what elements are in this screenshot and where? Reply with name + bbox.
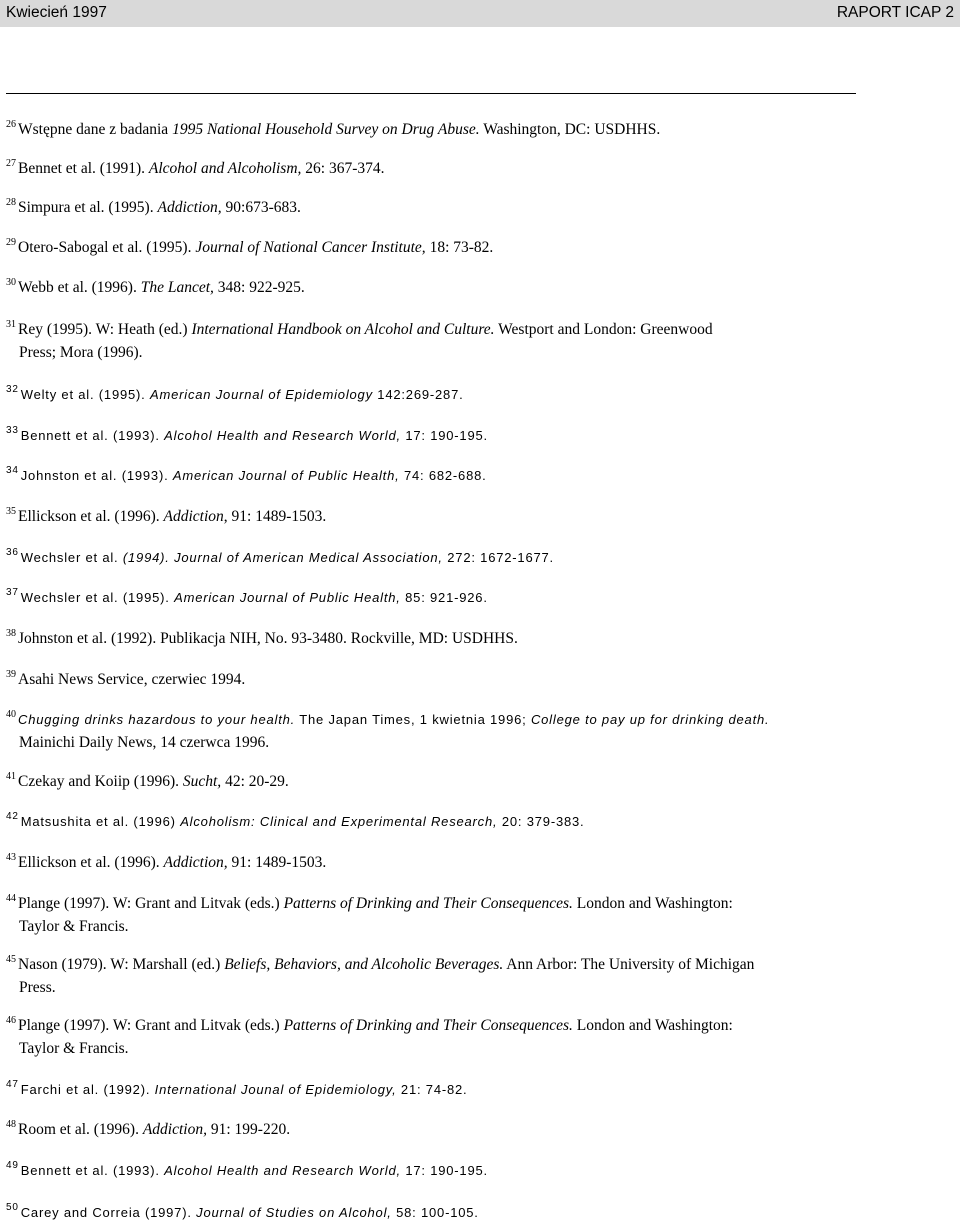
footnote-continuation: Taylor & Francis. <box>19 918 129 935</box>
footnote-42 <box>6 810 856 833</box>
footnote-48 <box>6 1118 856 1141</box>
footnote-35 <box>6 505 856 528</box>
footnote-31 <box>6 318 856 364</box>
footnote-title: International Jounal of Epidemiology, <box>154 1082 397 1097</box>
footnote-27 <box>6 157 856 180</box>
footnote-title: Alcoholism: Clinical and Experimental Research, <box>180 814 498 829</box>
footnote-number: 26 <box>6 119 16 130</box>
footnote-text: Bennett et al. (1993). <box>20 1163 165 1178</box>
footnote-50 <box>6 1201 856 1224</box>
footnote-details: 18: 73-82. <box>425 239 494 256</box>
footnote-text: Czekay and Koiip (1996). <box>18 773 183 790</box>
footnote-details: London and Washington: <box>572 895 733 912</box>
footnote-34 <box>6 464 856 487</box>
footnote-title: Addiction, <box>142 1121 207 1138</box>
footnote-title: American Journal of Public Health, <box>174 590 401 605</box>
footnote-number: 37 <box>6 587 19 598</box>
footnote-title: Patterns of Drinking and Their Consequences. <box>283 895 573 912</box>
footnote-number: 44 <box>6 893 16 904</box>
footnote-text: Plange (1997). W: Grant and Litvak (eds.) <box>18 1017 284 1034</box>
footnote-title: The Lancet, <box>140 279 214 296</box>
footnote-number: 39 <box>6 669 16 680</box>
footnote-details: , 91: 1489-1503. <box>223 508 327 525</box>
footnote-28 <box>6 196 856 219</box>
footnote-details: 58: 100-105. <box>391 1205 479 1220</box>
footnote-text: Ellickson et al. (1996). <box>18 508 164 525</box>
footnote-title: Alcohol Health and Research World, <box>164 1163 401 1178</box>
footnote-text: Wechsler et al. <box>20 550 123 565</box>
footnote-title: Journal of Studies on Alcohol, <box>196 1205 392 1220</box>
footnote-39 <box>6 668 856 691</box>
footnote-title: International Handbook on Alcohol and Culture. <box>191 321 495 338</box>
footnote-text: Room et al. (1996). <box>18 1121 143 1138</box>
footnote-number: 38 <box>6 628 16 639</box>
footnote-text: Otero-Sabogal et al. (1995). <box>18 239 196 256</box>
footnote-text: Johnston et al. (1992). Publikacja NIH, No. 93-3480. Rockville, MD: USDHHS. <box>18 630 518 647</box>
footnote-continuation: Mainichi Daily News, 14 czerwca 1996. <box>19 734 270 751</box>
footnote-title: Journal of National Cancer Institute, <box>195 239 426 256</box>
footnote-number: 40 <box>6 709 16 720</box>
footnote-title: American Journal of Epidemiology <box>150 387 373 402</box>
footnote-details: 91: 1489-1503. <box>227 854 327 871</box>
footnote-49 <box>6 1159 856 1182</box>
footnote-details: 272: 1672-1677. <box>442 550 554 565</box>
footnote-number: 27 <box>6 158 16 169</box>
footnote-text: Carey and Correia (1997). <box>20 1205 197 1220</box>
footnote-separator <box>6 93 856 94</box>
footnote-number: 45 <box>6 954 16 965</box>
footnote-number: 35 <box>6 506 16 517</box>
footnote-details: London and Washington: <box>572 1017 733 1034</box>
footnote-text: Welty et al. (1995). <box>20 387 151 402</box>
footnote-title: Addiction <box>163 508 224 525</box>
footnote-details: 17: 190-195. <box>400 428 488 443</box>
footnote-title: Alcohol Health and Research World, <box>164 428 401 443</box>
footnote-text: Farchi et al. (1992). <box>20 1082 155 1097</box>
footnote-title: Beliefs, Behaviors, and Alcoholic Beverages. <box>224 956 504 973</box>
footnote-details: 20: 379-383. <box>497 814 585 829</box>
footnote-details: 17: 190-195. <box>400 1163 488 1178</box>
footnote-continuation: Taylor & Francis. <box>19 1040 129 1057</box>
footnote-text: Bennett et al. (1993). <box>20 428 165 443</box>
footnote-details: The Japan Times, 1 kwietnia 1996; <box>295 712 531 727</box>
footnote-text: Asahi News Service, czerwiec 1994. <box>18 671 246 688</box>
footnote-text: Johnston et al. (1993). <box>20 468 173 483</box>
footnote-number: 28 <box>6 197 16 208</box>
footnote-41 <box>6 770 856 793</box>
footnote-number: 46 <box>6 1015 16 1026</box>
footnote-46 <box>6 1014 856 1060</box>
footnote-number: 33 <box>6 425 19 436</box>
footnote-title: Addiction, <box>157 199 222 216</box>
footnote-37 <box>6 586 856 609</box>
footnote-text: Wechsler et al. (1995). <box>20 590 175 605</box>
footnote-number: 36 <box>6 547 19 558</box>
footnote-details: 90:673-683. <box>221 199 301 216</box>
footnote-text: Webb et al. (1996). <box>18 279 141 296</box>
footnote-details: 85: 921-926. <box>400 590 488 605</box>
header-report-title: RAPORT ICAP 2 <box>836 4 954 21</box>
footnote-number: 30 <box>6 277 16 288</box>
footnote-number: 31 <box>6 319 16 330</box>
footnote-details: 26: 367-374. <box>301 160 385 177</box>
footnote-details: 91: 199-220. <box>207 1121 291 1138</box>
footnote-continuation: Press. <box>19 979 56 996</box>
footnote-details: 21: 74-82. <box>396 1082 468 1097</box>
footnote-number: 29 <box>6 237 16 248</box>
footnote-number: 48 <box>6 1119 16 1130</box>
footnote-details: Washington, DC: USDHHS. <box>479 121 661 138</box>
footnote-details: 348: 922-925. <box>213 279 305 296</box>
footnote-text: Nason (1979). W: Marshall (ed.) <box>18 956 225 973</box>
footnote-number: 50 <box>6 1202 19 1213</box>
page-header <box>0 0 960 27</box>
footnote-text: Simpura et al. (1995). <box>18 199 158 216</box>
header-date: Kwiecień 1997 <box>6 4 107 21</box>
footnote-text: Matsushita et al. (1996) <box>20 814 181 829</box>
footnote-number: 49 <box>6 1160 19 1171</box>
footnote-number: 42 <box>6 811 19 822</box>
footnote-40 <box>6 708 856 754</box>
footnote-text: Bennet et al. (1991). <box>18 160 149 177</box>
footnote-text: Plange (1997). W: Grant and Litvak (eds.) <box>18 895 284 912</box>
footnote-details: 42: 20-29. <box>221 773 289 790</box>
footnote-44 <box>6 892 856 938</box>
footnote-number: 41 <box>6 771 16 782</box>
footnote-number: 32 <box>6 384 19 395</box>
footnote-title: 1995 National Household Survey on Drug Abuse. <box>172 121 480 138</box>
footnote-details: 142:269-287. <box>372 387 464 402</box>
footnote-47 <box>6 1078 856 1101</box>
footnote-details: Ann Arbor: The University of Michigan <box>503 956 755 973</box>
footnote-title: (1994). Journal of American Medical Association, <box>122 550 443 565</box>
footnote-43 <box>6 851 856 874</box>
footnote-title: Sucht, <box>182 773 222 790</box>
footnote-text: Wstępne dane z badania <box>18 121 173 138</box>
footnote-29 <box>6 236 856 259</box>
footnote-30 <box>6 276 856 299</box>
footnote-number: 47 <box>6 1079 19 1090</box>
footnote-title: Patterns of Drinking and Their Consequences. <box>283 1017 573 1034</box>
footnote-continuation: Press; Mora (1996). <box>19 344 143 361</box>
footnote-title: Chugging drinks hazardous to your health. <box>18 712 296 727</box>
footnote-38 <box>6 627 856 650</box>
footnote-number: 34 <box>6 465 19 476</box>
footnote-title: Addiction, <box>163 854 228 871</box>
footnote-details: Westport and London: Greenwood <box>494 321 713 338</box>
footnote-title-2: College to pay up for drinking death. <box>530 712 770 727</box>
footnote-33 <box>6 424 856 447</box>
footnote-26 <box>6 118 856 141</box>
footnote-36 <box>6 546 856 569</box>
footnote-32 <box>6 383 856 406</box>
footnote-details: 74: 682-688. <box>399 468 487 483</box>
footnote-45 <box>6 953 856 999</box>
footnote-number: 43 <box>6 852 16 863</box>
footnote-title: Alcohol and Alcoholism, <box>148 160 302 177</box>
footnote-title: American Journal of Public Health, <box>172 468 400 483</box>
footnote-text: Rey (1995). W: Heath (ed.) <box>18 321 192 338</box>
footnote-text: Ellickson et al. (1996). <box>18 854 164 871</box>
